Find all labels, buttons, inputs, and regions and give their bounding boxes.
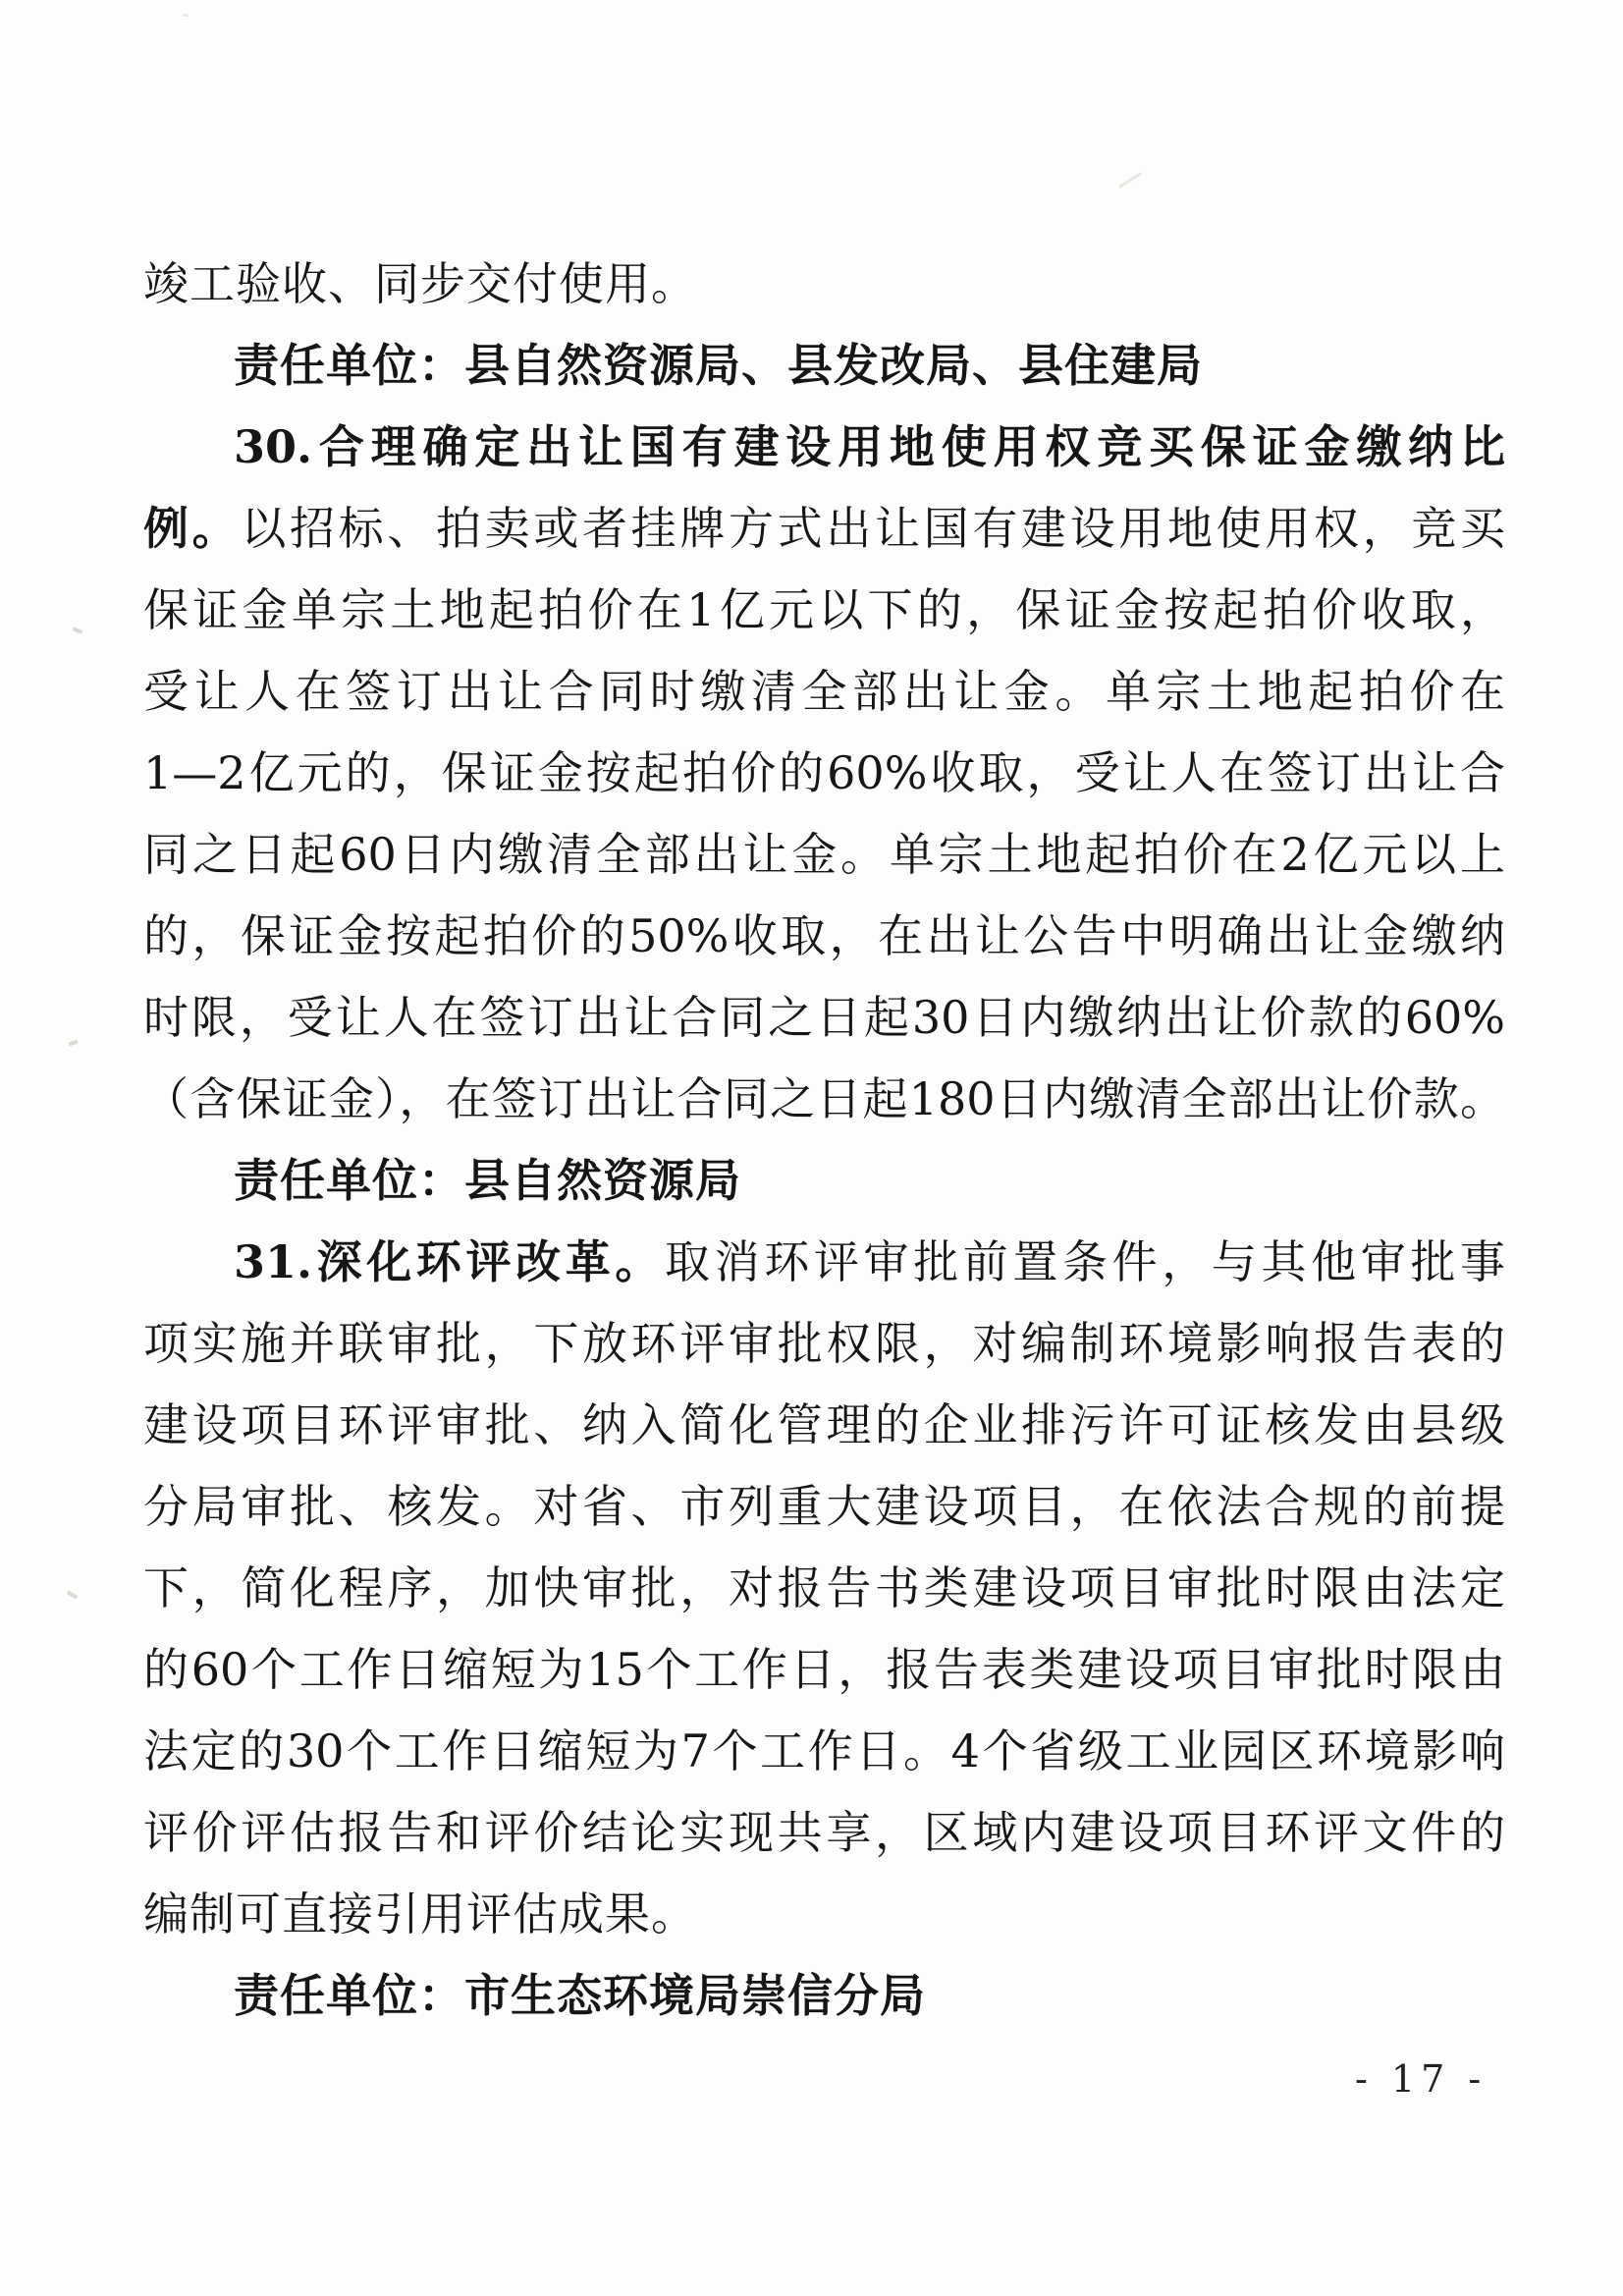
scan-artifact — [183, 14, 189, 17]
text-segment: 建设项目环评审批、纳入简化管理的企业排污许可证核发由县级 — [143, 1398, 1505, 1451]
text-segment-bold: 31.深化环评改革。 — [234, 1235, 666, 1288]
text-line — [143, 1222, 1505, 1303]
text-line — [143, 896, 1505, 977]
text-segment-bold: 责任单位：县自然资源局 — [234, 1154, 741, 1207]
text-segment-bold: 责任单位：市生态环境局崇信分局 — [234, 1969, 926, 2022]
text-line — [143, 1140, 1505, 1222]
text-segment: 保证金单宗土地起拍价在1亿元以下的，保证金按起拍价收取， — [143, 583, 1505, 636]
text-line — [143, 488, 1505, 570]
text-segment: （含保证金），在签订出让合同之日起180日内缴清全部出让价款。 — [143, 1072, 1505, 1125]
text-segment: 下，简化程序，加快审批，对报告书类建设项目审批时限由法定 — [143, 1561, 1505, 1614]
text-segment-bold: 责任单位：县自然资源局、县发改局、县住建局 — [234, 339, 1203, 392]
text-line — [143, 1303, 1505, 1385]
text-segment: 的，保证金按起拍价的50%收取，在出让公告中明确出让金缴纳 — [143, 909, 1505, 962]
text-line — [143, 977, 1505, 1059]
text-segment: 取消环评审批前置条件，与其他审批事 — [665, 1235, 1505, 1288]
text-line — [143, 1629, 1505, 1711]
text-segment: 编制可直接引用评估成果。 — [143, 1887, 697, 1941]
text-line — [143, 1059, 1505, 1140]
text-line — [143, 1955, 1505, 2037]
text-line — [143, 1711, 1505, 1792]
text-segment: 分局审批、核发。对省、市列重大建设项目，在依法合规的前提 — [143, 1480, 1505, 1533]
text-segment-bold: 30.合理确定出让国有建设用地使用权竞买保证金缴纳比 — [234, 420, 1505, 473]
text-segment: 以招标、拍卖或者挂牌方式出让国有建设用地使用权，竞买 — [241, 502, 1505, 555]
text-line — [143, 651, 1505, 733]
text-line — [143, 570, 1505, 651]
text-line — [143, 733, 1505, 814]
scan-artifact — [1118, 172, 1142, 188]
text-segment: 竣工验收、同步交付使用。 — [143, 257, 697, 310]
text-segment: 法定的30个工作日缩短为7个工作日。4个省级工业园区环境影响 — [143, 1724, 1505, 1777]
text-segment: 时限，受让人在签订出让合同之日起30日内缴纳出让价款的60% — [143, 991, 1505, 1044]
text-segment: 的60个工作日缩短为15个工作日，报告表类建设项目审批时限由 — [143, 1643, 1505, 1696]
scan-artifact — [69, 1040, 79, 1047]
text-line — [143, 244, 1505, 325]
text-line — [143, 1874, 1505, 1955]
text-line — [143, 814, 1505, 896]
text-segment: 项实施并联审批，下放环评审批权限，对编制环境影响报告表的 — [143, 1317, 1505, 1370]
text-line — [143, 1548, 1505, 1629]
document-body — [143, 244, 1505, 2037]
text-line — [143, 1385, 1505, 1466]
scan-artifact — [67, 1591, 79, 1600]
text-segment: 评价评估报告和评价结论实现共享，区域内建设项目环评文件的 — [143, 1806, 1505, 1859]
text-line — [143, 407, 1505, 488]
text-segment: 受让人在签订出让合同时缴清全部出让金。单宗土地起拍价在 — [143, 665, 1505, 718]
text-segment-bold: 例。 — [143, 502, 242, 555]
scan-artifact — [73, 627, 83, 634]
text-segment: 同之日起60日内缴清全部出让金。单宗土地起拍价在2亿元以上 — [143, 828, 1505, 881]
page-number: - 17 - — [1355, 2057, 1488, 2101]
text-line — [143, 325, 1505, 407]
text-segment: 1—2亿元的，保证金按起拍价的60%收取，受让人在签订出让合 — [143, 746, 1505, 799]
text-line — [143, 1792, 1505, 1874]
text-line — [143, 1466, 1505, 1548]
